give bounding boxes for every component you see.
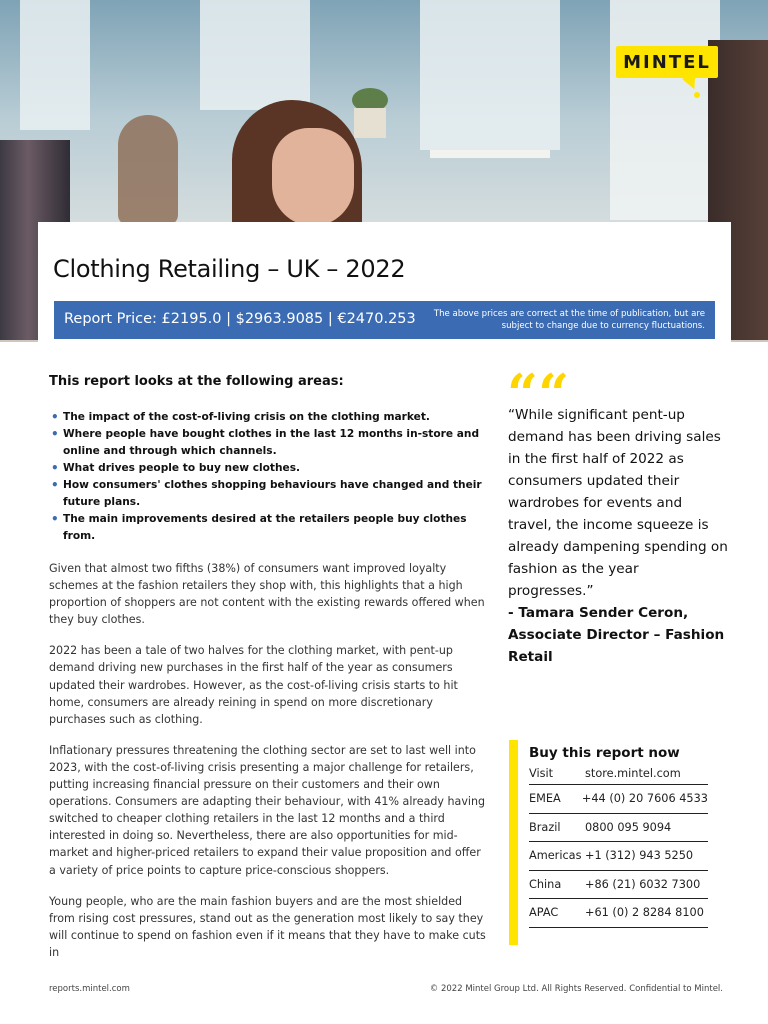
report-title: Clothing Retailing – UK – 2022 (53, 255, 406, 283)
shopper-face (272, 128, 354, 226)
buy-row-label: EMEA (529, 792, 561, 806)
price-disclaimer: The above prices are correct at the time of publication, but are subject to change due to currency fluctuations. (433, 309, 705, 331)
pull-quote: “While significant pent-up demand has been driving sales in the first half of 2022 as consumers updated their wardrobes for events and travel, the income squeeze is already dampening spending on fashion as the year progresses.” (508, 407, 728, 599)
list-item: • The main improvements desired at the retailers people buy clothes from. (49, 511, 489, 545)
buy-row-emea (529, 785, 708, 814)
footer-site-link[interactable]: reports.mintel.com (49, 984, 130, 994)
buy-report-box (529, 745, 708, 928)
phone-number[interactable]: +61 (0) 2 8284 8100 (585, 906, 704, 920)
list-item: • Where people have bought clothes in the last 12 months in-store and online and through which channels. (49, 426, 489, 460)
buy-row-label: Americas (529, 849, 582, 863)
background-shopper (118, 115, 178, 225)
shelf (430, 150, 550, 158)
phone-number[interactable]: 0800 095 9094 (585, 820, 672, 834)
buy-row-label: APAC (529, 906, 559, 920)
buy-row-label: Visit (529, 767, 554, 780)
store-window (20, 0, 90, 130)
phone-number[interactable]: +86 (21) 6032 7300 (585, 877, 701, 891)
body-paragraph: Given that almost two fifths (38%) of consumers want improved loyalty schemes at the fashion retailers they shop with, this highlights that a high proportion of shoppers are not content with the existing rewards offered when they buy clothes. (49, 562, 485, 627)
list-item: • How consumers' clothes shopping behaviours have changed and their future plans. (49, 477, 489, 511)
buy-row-brazil (529, 814, 708, 843)
body-paragraph: Inflationary pressures threatening the clothing sector are set to last well into 2023, with the cost-of-living crisis presenting a major challenge for retailers, putting increasing financial pressure on their customers and their own operations. Consumers are adapting their behaviour, with 41% already having switched to cheaper clothing retailers in the last 12 months and a third interested in doing so. Nevertheless, there are also opportunities for mid-market and higher-priced retailers to expand their value proposition and offer a variety of price points to capture price-conscious shoppers. (49, 743, 486, 877)
buy-row-label: China (529, 877, 562, 891)
store-window (200, 0, 310, 110)
buy-row-americas (529, 842, 708, 871)
topic-list (49, 409, 489, 545)
store-link[interactable]: store.mintel.com (585, 767, 681, 780)
body-paragraph: Young people, who are the main fashion buyers and are the most shielded from rising cost pressures, stand out as the generation most likely to say they will continue to spend on fashion even if it means that they have to make cuts in (49, 894, 486, 959)
list-item: • What drives people to buy new clothes. (49, 460, 489, 477)
body-paragraph: 2022 has been a tale of two halves for the clothing market, with pent-up demand driving new purchases in the first half of the year as consumers updated their wardrobes. However, as the cost-of-living crisis starts to hit home, consumers are already reining in spend on more discretionary purchases such as clothing. (49, 644, 458, 726)
phone-number[interactable]: +1 (312) 943 5250 (585, 849, 694, 863)
buy-row-label: Brazil (529, 820, 561, 834)
logo-dot (694, 92, 700, 98)
report-overview (49, 374, 489, 975)
title-card (38, 222, 731, 342)
phone-number[interactable]: +44 (0) 20 7606 4533 (581, 792, 708, 806)
buy-row-apac (529, 899, 708, 928)
quote-author: - Tamara Sender Ceron, Associate Director – Fashion Retail (508, 605, 725, 665)
buy-row-china (529, 871, 708, 900)
overview-heading: This report looks at the following areas: (49, 374, 344, 389)
list-item: • The impact of the cost-of-living crisis on the clothing market. (49, 409, 489, 426)
buy-title: Buy this report now (529, 745, 680, 761)
report-price: Report Price: £2195.0 | $2963.9085 | €2470.253 (64, 311, 416, 327)
buy-accent-bar (509, 740, 518, 945)
mintel-logo[interactable]: MINTEL (616, 46, 718, 78)
store-window (420, 0, 560, 150)
plant-pot (354, 108, 386, 138)
price-bar (54, 301, 715, 339)
quote-icon: ““ (507, 362, 570, 426)
footer-copyright: © 2022 Mintel Group Ltd. All Rights Reserved. Confidential to Mintel. (429, 984, 723, 994)
buy-row-visit[interactable] (529, 763, 708, 785)
store-window (610, 0, 720, 220)
